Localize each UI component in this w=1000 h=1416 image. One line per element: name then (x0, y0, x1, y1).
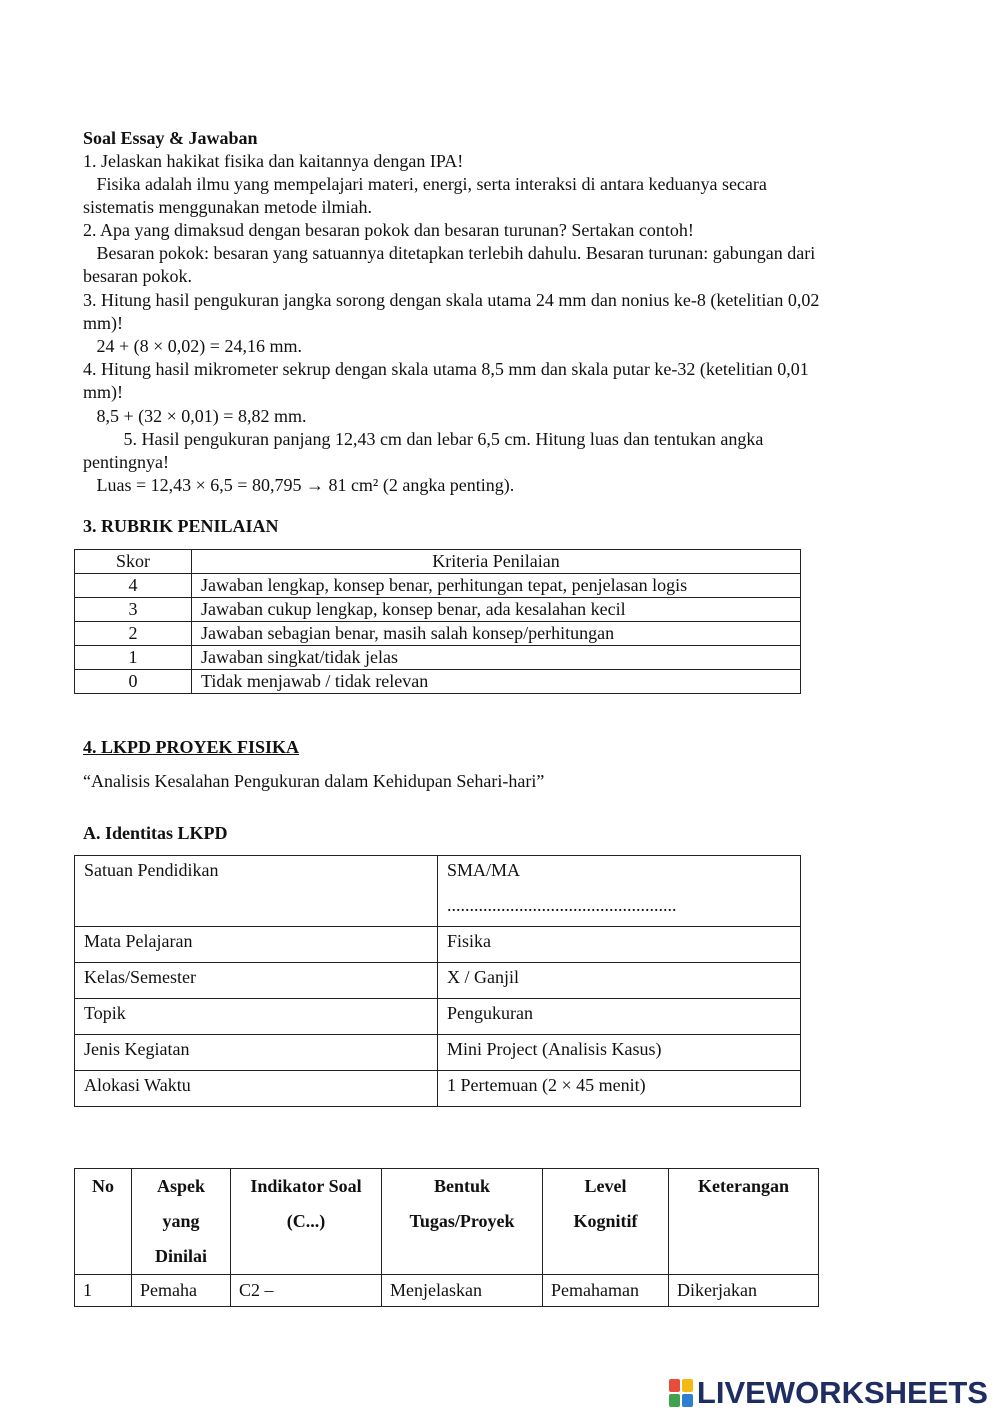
identitas-value: 1 Pertemuan (2 × 45 menit) (438, 1071, 801, 1107)
identitas-label: Jenis Kegiatan (75, 1035, 438, 1071)
essay-line: Fisika adalah ilmu yang mempelajari materi, energi, serta interaksi di antara keduanya secara (83, 174, 767, 194)
rubrik-col-skor: Skor (75, 550, 192, 574)
rubrik-kriteria: Jawaban singkat/tidak jelas (192, 646, 801, 670)
col-indikator (231, 1169, 382, 1275)
logo-square-icon (682, 1394, 693, 1407)
logo-square-icon (669, 1394, 680, 1407)
rubrik-heading: 3. RUBRIK PENILAIAN (83, 516, 279, 536)
liveworksheets-logo (669, 1373, 988, 1413)
col-aspek-line: Dinilai (154, 1246, 207, 1266)
col-bentuk (382, 1169, 543, 1275)
essay-line: 1. Jelaskan hakikat fisika dan kaitannya dengan IPA! (83, 151, 464, 171)
col-aspek-line: yang (162, 1211, 200, 1231)
identitas-value: Mini Project (Analisis Kasus) (438, 1035, 801, 1071)
rubrik-skor: 1 (75, 646, 192, 670)
identitas-label: Alokasi Waktu (75, 1071, 438, 1107)
table-row (75, 598, 801, 622)
cell-aspek: Pemaha (132, 1275, 231, 1307)
col-bentuk-line: Bentuk (433, 1176, 491, 1196)
table-row (75, 646, 801, 670)
assessment-table (74, 1168, 819, 1307)
rubrik-skor: 3 (75, 598, 192, 622)
lkpd-heading: 4. LKPD PROYEK FISIKA (83, 737, 300, 757)
rubrik-kriteria: Jawaban sebagian benar, masih salah konsep/perhitungan (192, 622, 801, 646)
liveworksheets-logo-icon (669, 1379, 693, 1407)
col-bentuk-line: Tugas/Proyek (409, 1211, 515, 1231)
essay-line: besaran pokok. (83, 266, 192, 286)
table-row (75, 963, 801, 999)
logo-square-icon (682, 1379, 693, 1392)
assessment-header-row (75, 1169, 819, 1275)
rubrik-kriteria: Tidak menjawab / tidak relevan (192, 670, 801, 694)
table-row (75, 670, 801, 694)
identitas-label: Topik (75, 999, 438, 1035)
rubrik-skor: 4 (75, 574, 192, 598)
identitas-heading: A. Identitas LKPD (83, 823, 228, 843)
identitas-value (438, 856, 801, 927)
table-row (75, 999, 801, 1035)
cell-no: 1 (75, 1275, 132, 1307)
essay-line: mm)! (83, 382, 123, 402)
cell-level: Pemahaman (543, 1275, 669, 1307)
rubrik-kriteria: Jawaban lengkap, konsep benar, perhitungan tepat, penjelasan logis (192, 574, 801, 598)
col-indikator-line: Indikator Soal (250, 1176, 362, 1196)
col-aspek-line: Aspek (156, 1176, 205, 1196)
cell-indikator: C2 – (231, 1275, 382, 1307)
essay-line: 5. Hasil pengukuran panjang 12,43 cm dan lebar 6,5 cm. Hitung luas dan tentukan angka (83, 429, 764, 449)
col-level-line: Kognitif (573, 1211, 638, 1231)
liveworksheets-wordmark: LIVEWORKSHEETS (696, 1375, 988, 1410)
essay-line: Luas = 12,43 × 6,5 = 80,795 → 81 cm² (2 angka penting). (83, 475, 515, 495)
table-row (75, 1035, 801, 1071)
identitas-value-line: SMA/MA (447, 860, 521, 880)
essay-line: 2. Apa yang dimaksud dengan besaran pokok dan besaran turunan? Sertakan contoh! (83, 220, 694, 240)
identitas-label: Kelas/Semester (75, 963, 438, 999)
col-level (543, 1169, 669, 1275)
table-row (75, 856, 801, 927)
logo-square-icon (669, 1379, 680, 1392)
col-keterangan: Keterangan (669, 1169, 819, 1275)
rubrik-header-row (75, 550, 801, 574)
essay-line: 3. Hitung hasil pengukuran jangka sorong dengan skala utama 24 mm dan nonius ke-8 (ketelitian 0,02 (83, 290, 820, 310)
identitas-value: Fisika (438, 927, 801, 963)
table-row (75, 927, 801, 963)
identitas-label: Satuan Pendidikan (75, 856, 438, 927)
essay-line: sistematis menggunakan metode ilmiah. (83, 197, 372, 217)
cell-bentuk: Menjelaskan (382, 1275, 543, 1307)
table-row (75, 574, 801, 598)
essay-line: 24 + (8 × 0,02) = 24,16 mm. (83, 336, 302, 356)
col-aspek (132, 1169, 231, 1275)
rubrik-col-kriteria: Kriteria Penilaian (192, 550, 801, 574)
col-no: No (75, 1169, 132, 1275)
essay-line: mm)! (83, 313, 123, 333)
identitas-label: Mata Pelajaran (75, 927, 438, 963)
identitas-table (74, 855, 801, 1107)
identitas-value: Pengukuran (438, 999, 801, 1035)
rubrik-skor: 2 (75, 622, 192, 646)
cell-keterangan: Dikerjakan (669, 1275, 819, 1307)
col-level-line: Level (584, 1176, 627, 1196)
essay-line: 4. Hitung hasil mikrometer sekrup dengan skala utama 8,5 mm dan skala putar ke-32 (ketelitian 0,01 (83, 359, 809, 379)
table-row (75, 1275, 819, 1307)
rubrik-skor: 0 (75, 670, 192, 694)
essay-line: 8,5 + (32 × 0,01) = 8,82 mm. (83, 406, 307, 426)
table-row (75, 622, 801, 646)
identitas-value-dots: ................................................... (447, 895, 677, 915)
rubrik-table (74, 549, 801, 694)
table-row (75, 1071, 801, 1107)
identitas-value: X / Ganjil (438, 963, 801, 999)
col-indikator-line: (C...) (286, 1211, 326, 1231)
rubrik-kriteria: Jawaban cukup lengkap, konsep benar, ada kesalahan kecil (192, 598, 801, 622)
essay-line: pentingnya! (83, 452, 169, 472)
lkpd-subtitle: “Analisis Kesalahan Pengukuran dalam Kehidupan Sehari-hari” (83, 771, 545, 791)
essay-line: Besaran pokok: besaran yang satuannya ditetapkan terlebih dahulu. Besaran turunan: gabungan dari (83, 243, 816, 263)
essay-title: Soal Essay & Jawaban (83, 128, 258, 148)
